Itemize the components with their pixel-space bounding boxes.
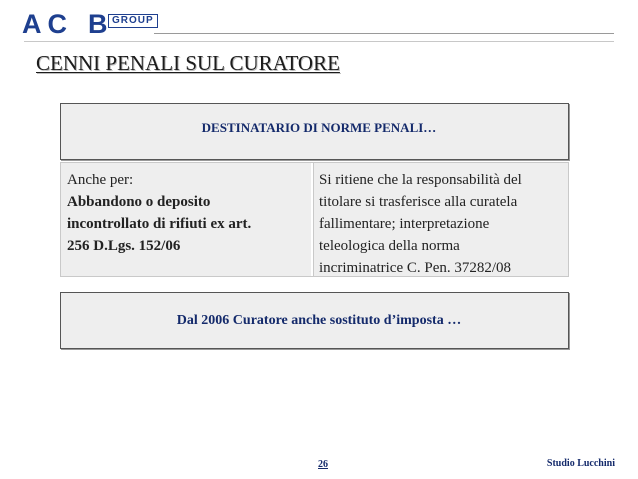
right-cell-line: teleologica della norma	[319, 238, 460, 254]
left-cell-line: Anche per:	[67, 172, 134, 188]
header-divider	[154, 33, 614, 34]
two-column-table	[60, 162, 569, 277]
right-cell-line: fallimentare; interpretazione	[319, 216, 490, 232]
right-cell-line: titolare si trasferisce alla curatela	[319, 194, 518, 210]
table-cell-right	[313, 163, 568, 276]
table-cell-left	[61, 163, 311, 276]
logo-b-text: B	[88, 9, 108, 39]
header-divider-secondary	[24, 41, 614, 42]
footer-studio-name: Studio Lucchini	[546, 458, 615, 469]
logo-group-text: GROUP	[108, 14, 158, 28]
right-cell-line: Si ritiene che la responsabilità del	[319, 172, 522, 188]
top-callout-text: DESTINATARIO DI NORME PENALI…	[201, 120, 437, 135]
left-cell-line: Abbandono o deposito	[67, 194, 211, 210]
right-cell-line: incriminatrice C. Pen. 37282/08	[319, 260, 512, 276]
acb-group-logo	[22, 10, 152, 38]
page-number: 26	[318, 459, 328, 470]
left-cell-line: 256 D.Lgs. 152/06	[67, 238, 181, 254]
slide-title: CENNI PENALI SUL CURATORE	[36, 51, 340, 75]
bottom-callout-text: Dal 2006 Curatore anche sostituto d’imposta …	[176, 313, 462, 328]
left-cell-line: incontrollato di rifiuti ex art.	[67, 216, 252, 232]
logo-ac-text: AC	[22, 9, 73, 39]
